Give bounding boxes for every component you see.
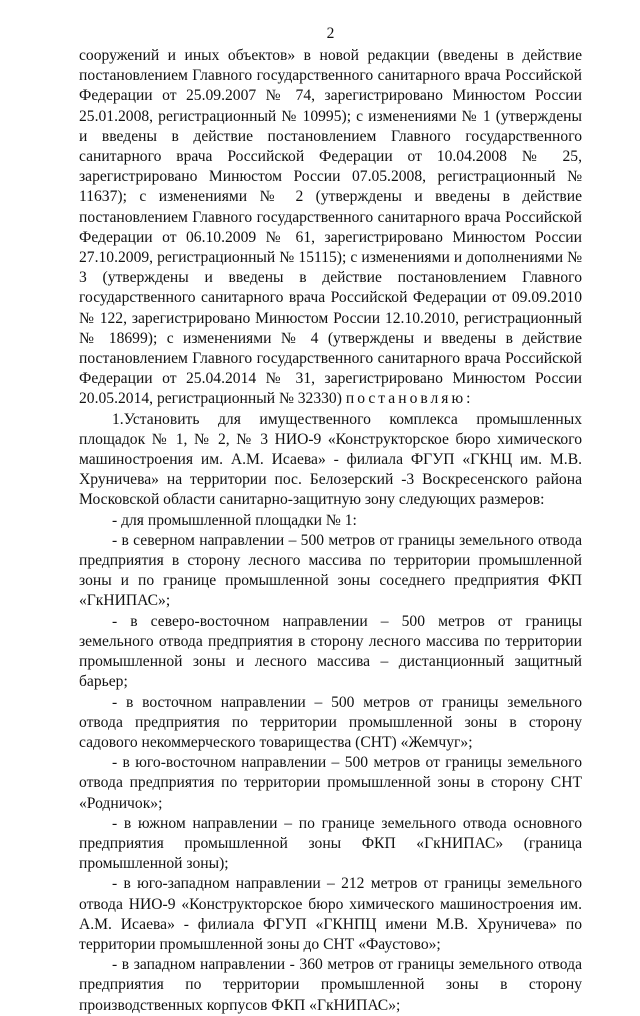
direction-north: - в северном направлении – 500 метров от границы земельного отвода предприятия в сторону лесного массива по территории промышленной зоны и по границе промышленной зоны соседнего предприятия ФКП «ГкНИПАС»; [79, 531, 582, 610]
direction-west: - в западном направлении - 360 метров от границы земельного отвода предприятия по территории промышленной зоны в сторону производственных корпусов ФКП «ГкНИПАС»; [79, 956, 582, 1014]
site-1-heading: - для промышленной площадки № 1: [112, 511, 357, 529]
direction-southeast: - в юго-восточном направлении – 500 метров от границы земельного отвода предприятия по территории промышленной зоны в сторону СНТ «Родничок»; [79, 754, 582, 812]
direction-southwest: - в юго-западном направлении – 212 метров от границы земельного отвода НИО-9 «Конструкторское бюро химического машиностроения им. А.М. Исаева» - филиала ФГУП «ГКНПЦ имени М.В. Хруничева» по территории промышленной зоны до СНТ «Фаустово»; [79, 875, 582, 953]
direction-northeast: - в северо-восточном направлении – 500 метров от границы земельного отвода предприятия в сторону лесного массива по территории промышленной зоны и лесного массива – дистанционный защитный барьер; [79, 612, 582, 691]
preamble-text: сооружений и иных объектов» в новой редакции (введены в действие постановлением Главного государственного санитарного врача Российской Федерации от 25.09.2007 № 74, зарегистрировано Минюстом России 25.01.2008, регистрационный № 10995); с изменениями № 1 (утверждены и введены в действие постановлением Главного государственного санитарного врача Российской Федерации от 10.04.2008 № 25, зарегистрировано Минюстом России 07.05.2008, регистрационный № 11637); с изменениями № 2 (утверждены и введены в действие постановлением Главного государственного санитарного врача Российской Федерации от 06.10.2009 № 61, зарегистрировано Минюстом России 27.10.2009, регистрационный № 15115); с изменениями и дополнениями № 3 (утверждены и введены в действие постановлением Главного государственного санитарного врача Российской Федерации от 09.09.2010 № 122, зарегистрировано Минюстом России 12.10.2010, регистрационный № 18699); с изменениями № 4 (утверждены и введены в действие постановлением Главного государственного санитарного врача Российской Федерации от 25.04.2014 № 31, зарегистрировано Минюстом России 20.05.2014, регистрационный № 32330) [79, 47, 582, 408]
resolution-word: постановляю: [345, 390, 474, 408]
preamble-paragraph [79, 46, 582, 410]
page-number: 2 [326, 25, 335, 42]
clause-1-paragraph: 1.Установить для имущественного комплекса промышленных площадок № 1, № 2, № 3 НИО-9 «Конструкторское бюро химического машиностроения им. А.М. Исаева» - филиала ФГУП «ГКНЦ им. М.В. Хруничева» на территории пос. Белозерский -3 Воскресенского района Московской области санитарно-защитную зону следующих размеров: [79, 410, 582, 509]
direction-south: - в южном направлении – по границе земельного отвода основного предприятия промышленной зоны ФКП «ГкНИПАС» (граница промышленной зоны); [79, 814, 582, 873]
direction-east: - в восточном направлении – 500 метров от границы земельного отвода предприятия по территории промышленной зоны в сторону садового некоммерческого товарищества (СНТ) «Жемчуг»; [79, 693, 582, 751]
